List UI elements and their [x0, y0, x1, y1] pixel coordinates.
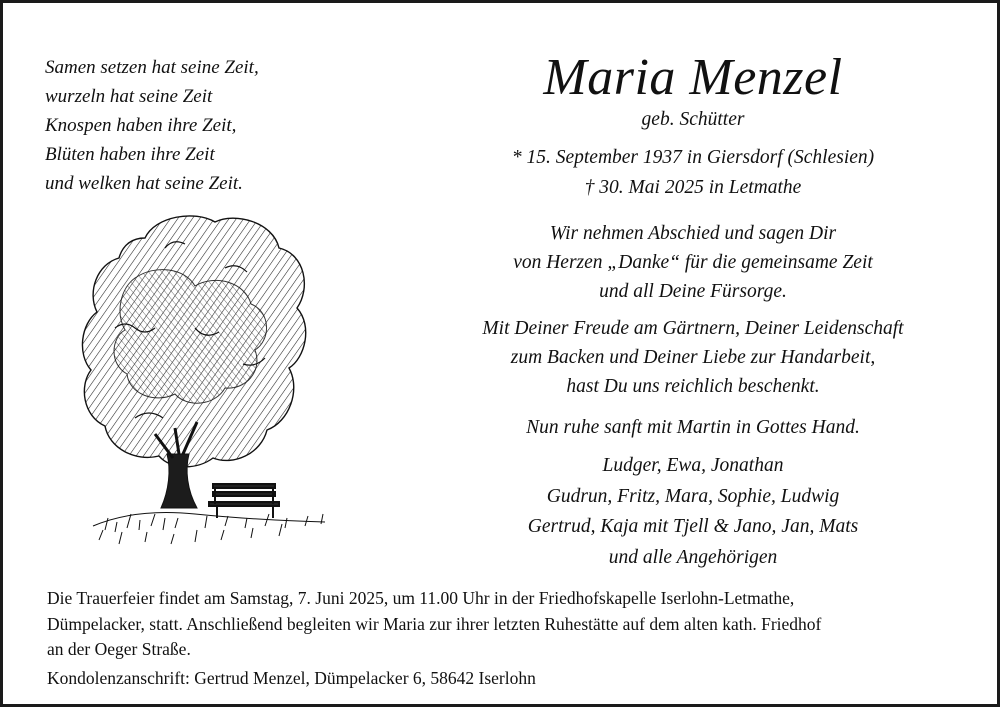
- thanks-line: zum Backen und Deiner Liebe zur Handarbeit,: [510, 347, 876, 368]
- funeral-notice-line: Die Trauerfeier findet am Samstag, 7. Juni 2025, um 11.00 Uhr in der Friedhofskapelle Iserlohn-Letmathe,: [47, 588, 795, 608]
- poem: [45, 53, 259, 198]
- family-line: Ludger, Ewa, Jonathan: [602, 455, 784, 476]
- death-date: † 30. Mai 2025 in Letmathe: [584, 177, 802, 198]
- poem-line: Knospen haben ihre Zeit,: [45, 115, 237, 136]
- tree-with-bench-drawing-icon: [75, 208, 343, 558]
- thanks-text: [423, 314, 963, 401]
- farewell-line: und all Deine Fürsorge.: [599, 281, 787, 302]
- thanks-line: hast Du uns reichlich beschenkt.: [566, 376, 820, 397]
- funeral-notice: [47, 586, 967, 663]
- funeral-notice-line: an der Oeger Straße.: [47, 639, 191, 659]
- farewell-text: [423, 219, 963, 306]
- family-line: Gudrun, Fritz, Mara, Sophie, Ludwig: [546, 485, 840, 507]
- farewell-line: von Herzen „Danke“ für die gemeinsame Zeit: [513, 252, 873, 273]
- family-signatures: [423, 451, 963, 573]
- funeral-notice-line: Dümpelacker, statt. Anschließend begleiten wir Maria zur ihrer letzten Ruhestätte auf dem alten kath. Friedhof: [47, 613, 822, 634]
- deceased-name: Maria Menzel: [543, 49, 843, 106]
- poem-line: Blüten haben ihre Zeit: [45, 144, 215, 165]
- family-line: und alle Angehörigen: [608, 546, 778, 568]
- poem-line: und welken hat seine Zeit.: [45, 173, 243, 194]
- farewell-line: Wir nehmen Abschied und sagen Dir: [549, 223, 837, 244]
- birth-name: geb. Schütter: [641, 109, 745, 130]
- life-dates: [423, 143, 963, 203]
- condolence-address: Kondolenzanschrift: Gertrud Menzel, Dümpelacker 6, 58642 Iserlohn: [47, 668, 536, 688]
- poem-line: Samen setzen hat seine Zeit,: [45, 57, 259, 78]
- poem-line: wurzeln hat seine Zeit: [45, 86, 213, 107]
- birth-date: * 15. September 1937 in Giersdorf (Schlesien): [511, 147, 875, 168]
- family-line: Gertrud, Kaja mit Tjell & Jano, Jan, Mats: [527, 516, 859, 537]
- rest-in-peace-line: Nun ruhe sanft mit Martin in Gottes Hand.: [526, 417, 860, 438]
- thanks-line: Mit Deiner Freude am Gärtnern, Deiner Leidenschaft: [482, 318, 904, 339]
